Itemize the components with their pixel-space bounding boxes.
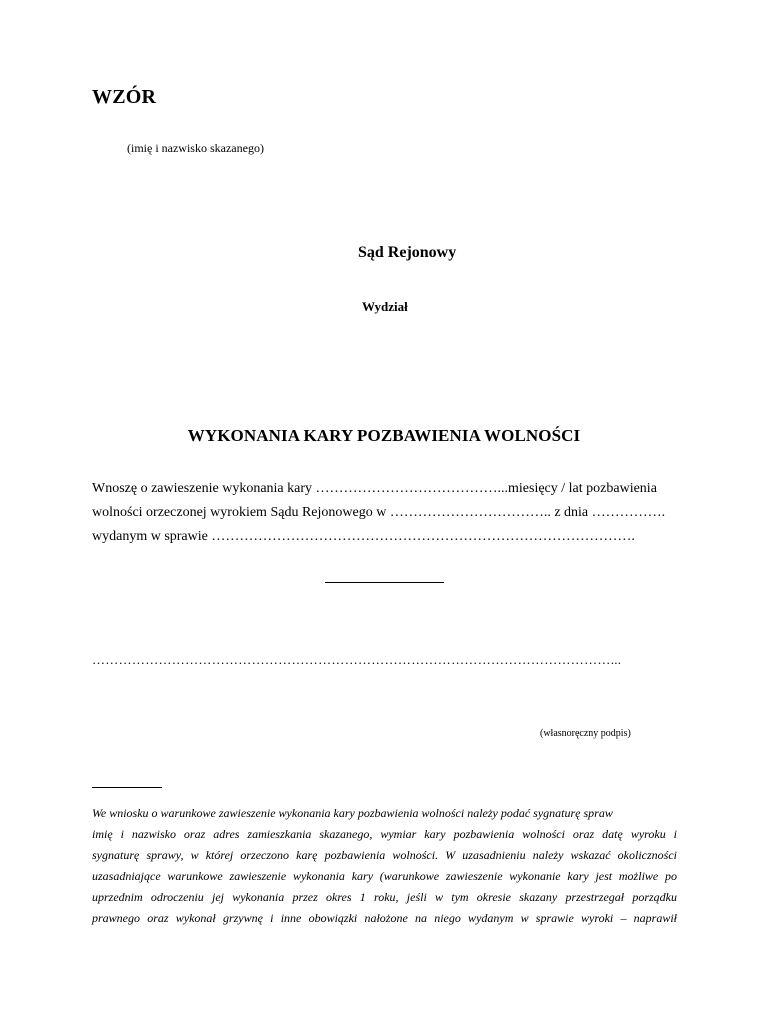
signature-caption: (własnoręczny podpis) bbox=[540, 728, 631, 739]
footnote-line: prawnego oraz wykonał grzywnę i inne obowiązki nałożone na niego wydanym w sprawie wyroki – naprawił bbox=[92, 911, 677, 925]
section-divider bbox=[325, 582, 444, 583]
document-title: WYKONANIA KARY POZBAWIENIA WOLNOŚCI bbox=[187, 426, 581, 445]
court-department: Wydział bbox=[362, 299, 408, 314]
footnote-divider bbox=[92, 787, 162, 788]
justification-fill-line: ………………………………………………………………………………………………………... bbox=[92, 652, 622, 667]
request-line-3: wydanym w sprawie ………………………………………………………………………………. bbox=[92, 529, 635, 544]
convict-name-caption: (imię i nazwisko skazanego) bbox=[127, 141, 264, 155]
footnote-line: We wniosku o warunkowe zawieszenie wykonania kary pozbawienia wolności należy podać sygnaturę spraw bbox=[92, 806, 613, 820]
template-heading: WZÓR bbox=[92, 86, 157, 108]
request-line-2: wolności orzeczonej wyrokiem Sądu Rejonowego w …………………………….. z dnia ……………. bbox=[92, 505, 666, 520]
footnote-line: uprzednim odroczeniu jej wykonania przez okres 1 roku, jeśli w tym okresie skazany przestrzegał porządku bbox=[92, 890, 677, 904]
footnote-line: uzasadniające warunkowe zawieszenie wykonania kary (warunkowe zawieszenie wykonanie kary jest możliwe po bbox=[92, 869, 677, 883]
footnote-line: imię i nazwisko oraz adres zamieszkania skazanego, wymiar kary pozbawienia wolności oraz datę wyroku i bbox=[92, 827, 677, 841]
footnote-line: sygnaturę sprawy, w której orzeczono karę pozbawienia wolności. W uzasadnieniu należy wskazać okoliczności bbox=[92, 848, 677, 862]
request-line-1: Wnoszę o zawieszenie wykonania kary …………………………………...miesięcy / lat pozbawienia bbox=[92, 481, 657, 496]
court-name: Sąd Rejonowy bbox=[358, 244, 457, 261]
